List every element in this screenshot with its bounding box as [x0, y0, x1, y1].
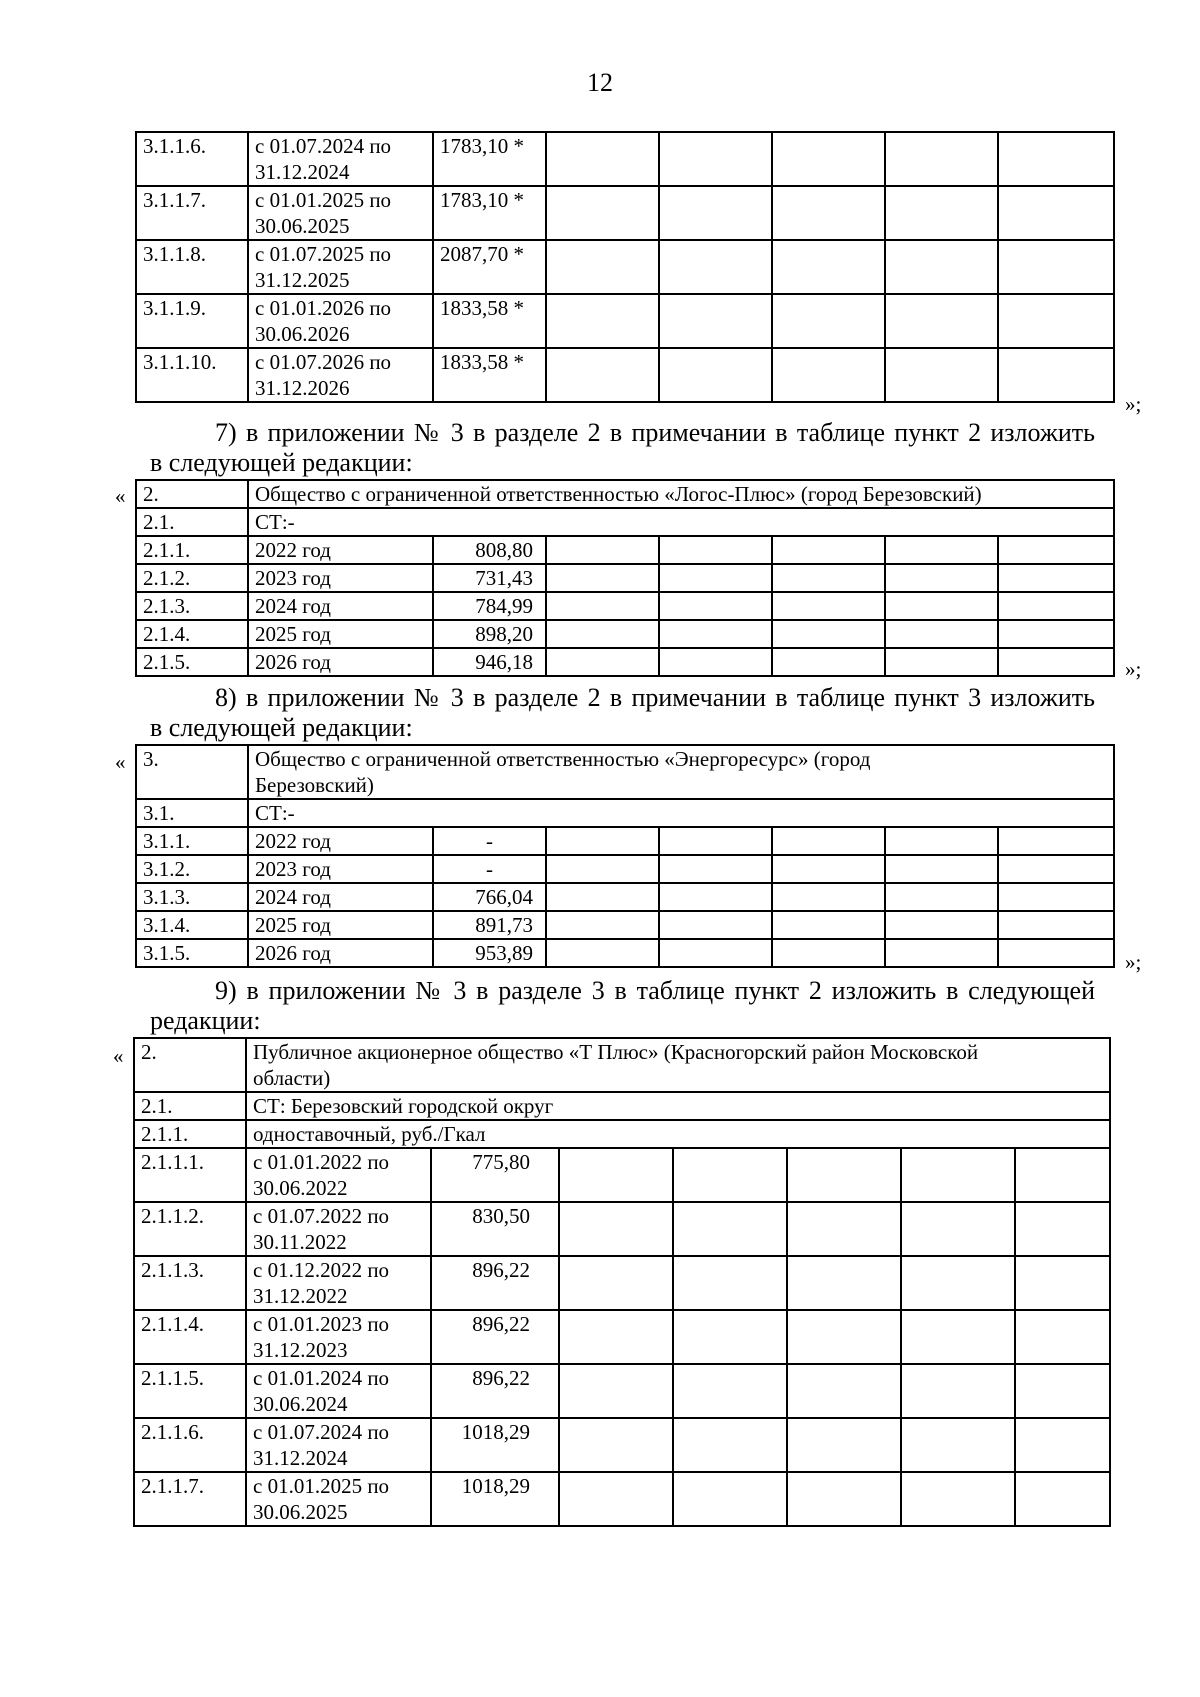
- period-start: с 01.07.2025 по: [255, 242, 392, 266]
- system-label: СТ:-: [248, 799, 1114, 827]
- empty-cell: [885, 132, 998, 186]
- tariff-value: 2087,70 *: [433, 240, 546, 294]
- empty-cell: [772, 294, 885, 348]
- empty-cell: [1015, 1202, 1110, 1256]
- table-row: [136, 939, 1114, 967]
- tariff-value: 808,80: [433, 536, 546, 564]
- period-start: с 01.01.2024 по: [253, 1366, 390, 1390]
- empty-cell: [787, 1418, 901, 1472]
- table-row: [136, 564, 1114, 592]
- item-number: 2.1.3.: [136, 592, 248, 620]
- table-row: [136, 508, 1114, 536]
- period-end: 31.12.2022: [253, 1284, 348, 1308]
- tariff-value: 896,22: [431, 1256, 559, 1310]
- period-end: 31.12.2023: [253, 1338, 348, 1362]
- item-number: 2.: [134, 1038, 246, 1092]
- empty-cell: [885, 294, 998, 348]
- empty-cell: [673, 1202, 787, 1256]
- logos-plus-table: [135, 479, 1115, 677]
- empty-cell: [546, 240, 659, 294]
- empty-cell: [885, 564, 998, 592]
- organization-name-line1: Публичное акционерное общество «Т Плюс» (Красногорский район Московской: [253, 1040, 979, 1064]
- tariff-value: 1783,10 *: [433, 132, 546, 186]
- empty-cell: [787, 1148, 901, 1202]
- empty-cell: [659, 883, 772, 911]
- period-end: 31.12.2024: [253, 1446, 348, 1470]
- empty-cell: [659, 240, 772, 294]
- empty-cell: [885, 592, 998, 620]
- period-end: 30.06.2025: [253, 1500, 348, 1524]
- year-cell: 2025 год: [248, 911, 433, 939]
- organization-name-line2: области): [253, 1066, 331, 1090]
- empty-cell: [901, 1310, 1015, 1364]
- empty-cell: [772, 939, 885, 967]
- empty-cell: [673, 1148, 787, 1202]
- empty-cell: [546, 855, 659, 883]
- tariff-value: 898,20: [433, 620, 546, 648]
- tariff-value: 784,99: [433, 592, 546, 620]
- empty-cell: [559, 1148, 673, 1202]
- empty-cell: [673, 1256, 787, 1310]
- year-cell: 2024 год: [248, 883, 433, 911]
- empty-cell: [659, 564, 772, 592]
- empty-cell: [787, 1202, 901, 1256]
- empty-cell: [998, 186, 1114, 240]
- empty-cell: [772, 186, 885, 240]
- period-end: 30.06.2026: [255, 322, 350, 346]
- item-number: 3.1.1.9.: [136, 294, 248, 348]
- year-cell: 2022 год: [248, 827, 433, 855]
- empty-cell: [885, 883, 998, 911]
- empty-cell: [998, 648, 1114, 676]
- table-row: [136, 240, 1114, 294]
- period-cell: [248, 294, 433, 348]
- item-number: 2.1.1.6.: [134, 1418, 246, 1472]
- tariff-value: 1833,58 *: [433, 294, 546, 348]
- closing-quote: »;: [1125, 950, 1142, 974]
- item-number: 2.1.1.1.: [134, 1148, 246, 1202]
- period-end: 30.11.2022: [253, 1230, 347, 1254]
- period-cell: [246, 1256, 431, 1310]
- tariff-table-continuation: [135, 131, 1115, 403]
- item-number: 3.: [136, 745, 248, 799]
- table-row: [136, 480, 1114, 508]
- empty-cell: [772, 911, 885, 939]
- table-row: [134, 1148, 1110, 1202]
- empty-cell: [772, 240, 885, 294]
- year-cell: 2023 год: [248, 855, 433, 883]
- item-number: 3.1.1.10.: [136, 348, 248, 402]
- item-number: 3.1.1.: [136, 827, 248, 855]
- period-end: 30.06.2024: [253, 1392, 348, 1416]
- empty-cell: [1015, 1418, 1110, 1472]
- table-row: [136, 592, 1114, 620]
- period-end: 30.06.2025: [255, 214, 350, 238]
- empty-cell: [998, 855, 1114, 883]
- period-cell: [248, 186, 433, 240]
- empty-cell: [772, 883, 885, 911]
- period-start: с 01.01.2025 по: [253, 1474, 390, 1498]
- opening-quote: «: [115, 484, 126, 508]
- table-row: [136, 745, 1114, 799]
- empty-cell: [998, 132, 1114, 186]
- paragraph-8: [150, 683, 1160, 745]
- table-row: [136, 799, 1114, 827]
- empty-cell: [772, 592, 885, 620]
- empty-cell: [546, 564, 659, 592]
- empty-cell: [659, 348, 772, 402]
- item-number: 2.1.1.: [134, 1120, 246, 1148]
- item-number: 2.1.5.: [136, 648, 248, 676]
- empty-cell: [659, 939, 772, 967]
- empty-cell: [659, 911, 772, 939]
- empty-cell: [885, 855, 998, 883]
- tariff-value: 1833,58 *: [433, 348, 546, 402]
- tariff-value: 1018,29: [431, 1472, 559, 1526]
- empty-cell: [998, 240, 1114, 294]
- period-cell: [246, 1148, 431, 1202]
- empty-cell: [772, 827, 885, 855]
- period-end: 31.12.2026: [255, 376, 350, 400]
- energoresurs-table: [135, 744, 1115, 968]
- paragraph-7-line1: 7) в приложении № 3 в разделе 2 в примечании в таблице пункт 2 изложить: [215, 418, 1095, 447]
- organization-name: [248, 745, 1114, 799]
- empty-cell: [559, 1418, 673, 1472]
- empty-cell: [998, 883, 1114, 911]
- table-row: [134, 1092, 1110, 1120]
- table-row: [134, 1256, 1110, 1310]
- item-number: 3.1.1.8.: [136, 240, 248, 294]
- empty-cell: [659, 186, 772, 240]
- empty-cell: [673, 1472, 787, 1526]
- period-start: с 01.01.2022 по: [253, 1150, 390, 1174]
- item-number: 3.1.2.: [136, 855, 248, 883]
- paragraph-9-line1: 9) в приложении № 3 в разделе 3 в таблице пункт 2 изложить в следующей: [215, 976, 1095, 1005]
- year-cell: 2024 год: [248, 592, 433, 620]
- page-number: 12: [587, 68, 613, 97]
- period-cell: [246, 1364, 431, 1418]
- tariff-value: -: [433, 827, 546, 855]
- organization-name-line1: Общество с ограниченной ответственностью «Энергоресурс» (город: [255, 747, 871, 771]
- period-start: с 01.01.2026 по: [255, 296, 392, 320]
- paragraph-8-line2: в следующей редакции:: [150, 713, 413, 742]
- empty-cell: [998, 536, 1114, 564]
- empty-cell: [673, 1310, 787, 1364]
- table-row: [136, 883, 1114, 911]
- organization-name: Общество с ограниченной ответственностью «Логос-Плюс» (город Березовский): [248, 480, 1114, 508]
- empty-cell: [998, 939, 1114, 967]
- empty-cell: [546, 911, 659, 939]
- empty-cell: [885, 911, 998, 939]
- empty-cell: [787, 1256, 901, 1310]
- table-row: [134, 1310, 1110, 1364]
- tariff-value: 891,73: [433, 911, 546, 939]
- empty-cell: [546, 294, 659, 348]
- period-end: 31.12.2024: [255, 160, 350, 184]
- period-cell: [248, 240, 433, 294]
- table-row: [134, 1364, 1110, 1418]
- table-row: [136, 620, 1114, 648]
- empty-cell: [546, 939, 659, 967]
- year-cell: 2022 год: [248, 536, 433, 564]
- item-number: 2.1.1.3.: [134, 1256, 246, 1310]
- table-row: [136, 827, 1114, 855]
- period-start: с 01.01.2025 по: [255, 188, 392, 212]
- empty-cell: [673, 1418, 787, 1472]
- table-row: [134, 1472, 1110, 1526]
- empty-cell: [998, 620, 1114, 648]
- paragraph-7: [150, 418, 1160, 480]
- empty-cell: [559, 1256, 673, 1310]
- empty-cell: [1015, 1148, 1110, 1202]
- empty-cell: [998, 564, 1114, 592]
- period-cell: [246, 1310, 431, 1364]
- year-cell: 2026 год: [248, 648, 433, 676]
- empty-cell: [998, 827, 1114, 855]
- empty-cell: [659, 620, 772, 648]
- period-start: с 01.07.2024 по: [253, 1420, 390, 1444]
- empty-cell: [772, 536, 885, 564]
- empty-cell: [901, 1364, 1015, 1418]
- period-end: 30.06.2022: [253, 1176, 348, 1200]
- closing-quote: »;: [1125, 392, 1142, 416]
- organization-name-line2: Березовский): [255, 773, 374, 797]
- period-cell: [248, 348, 433, 402]
- empty-cell: [885, 620, 998, 648]
- period-cell: [246, 1418, 431, 1472]
- item-number: 3.1.5.: [136, 939, 248, 967]
- empty-cell: [885, 186, 998, 240]
- empty-cell: [1015, 1472, 1110, 1526]
- empty-cell: [998, 294, 1114, 348]
- empty-cell: [1015, 1256, 1110, 1310]
- empty-cell: [998, 592, 1114, 620]
- year-cell: 2023 год: [248, 564, 433, 592]
- tariff-value: 1018,29: [431, 1418, 559, 1472]
- empty-cell: [885, 939, 998, 967]
- empty-cell: [659, 827, 772, 855]
- empty-cell: [787, 1364, 901, 1418]
- tariff-value: 946,18: [433, 648, 546, 676]
- empty-cell: [772, 648, 885, 676]
- empty-cell: [546, 186, 659, 240]
- paragraph-9-line2: редакции:: [150, 1006, 261, 1035]
- empty-cell: [772, 855, 885, 883]
- item-number: 2.1.1.5.: [134, 1364, 246, 1418]
- table-row: [136, 348, 1114, 402]
- empty-cell: [787, 1310, 901, 1364]
- period-start: с 01.07.2026 по: [255, 350, 392, 374]
- table-row: [136, 186, 1114, 240]
- empty-cell: [998, 348, 1114, 402]
- empty-cell: [659, 592, 772, 620]
- empty-cell: [901, 1148, 1015, 1202]
- empty-cell: [1015, 1364, 1110, 1418]
- item-number: 3.1.1.6.: [136, 132, 248, 186]
- table-row: [136, 536, 1114, 564]
- empty-cell: [659, 648, 772, 676]
- item-number: 3.1.4.: [136, 911, 248, 939]
- empty-cell: [885, 348, 998, 402]
- empty-cell: [901, 1256, 1015, 1310]
- system-label: СТ: Березовский городской округ: [246, 1092, 1110, 1120]
- tariff-value: 896,22: [431, 1310, 559, 1364]
- empty-cell: [559, 1310, 673, 1364]
- period-end: 31.12.2025: [255, 268, 350, 292]
- period-start: с 01.01.2023 по: [253, 1312, 390, 1336]
- opening-quote: «: [115, 750, 126, 774]
- empty-cell: [998, 911, 1114, 939]
- item-number: 2.1.: [136, 508, 248, 536]
- table-row: [134, 1202, 1110, 1256]
- tariff-value: 830,50: [431, 1202, 559, 1256]
- system-label: СТ:-: [248, 508, 1114, 536]
- year-cell: 2026 год: [248, 939, 433, 967]
- period-cell: [246, 1472, 431, 1526]
- empty-cell: [901, 1418, 1015, 1472]
- empty-cell: [885, 240, 998, 294]
- tariff-value: 775,80: [431, 1148, 559, 1202]
- empty-cell: [559, 1472, 673, 1526]
- tariff-value: 953,89: [433, 939, 546, 967]
- table-row: [136, 855, 1114, 883]
- opening-quote: «: [113, 1044, 124, 1068]
- closing-quote: »;: [1125, 657, 1142, 681]
- empty-cell: [546, 348, 659, 402]
- empty-cell: [546, 132, 659, 186]
- table-row: [136, 294, 1114, 348]
- empty-cell: [885, 827, 998, 855]
- table-row: [134, 1038, 1110, 1092]
- table-row: [134, 1120, 1110, 1148]
- item-number: 2.1.1.4.: [134, 1310, 246, 1364]
- period-start: с 01.07.2022 по: [253, 1204, 390, 1228]
- empty-cell: [546, 883, 659, 911]
- item-number: 2.1.2.: [136, 564, 248, 592]
- empty-cell: [673, 1364, 787, 1418]
- item-number: 3.1.3.: [136, 883, 248, 911]
- empty-cell: [559, 1202, 673, 1256]
- period-start: с 01.12.2022 по: [253, 1258, 390, 1282]
- empty-cell: [885, 536, 998, 564]
- empty-cell: [901, 1472, 1015, 1526]
- empty-cell: [546, 648, 659, 676]
- empty-cell: [546, 536, 659, 564]
- item-number: 2.1.4.: [136, 620, 248, 648]
- empty-cell: [546, 592, 659, 620]
- empty-cell: [659, 855, 772, 883]
- empty-cell: [772, 132, 885, 186]
- item-number: 2.1.: [134, 1092, 246, 1120]
- paragraph-7-line2: в следующей редакции:: [150, 448, 413, 477]
- empty-cell: [659, 294, 772, 348]
- tariff-value: -: [433, 855, 546, 883]
- empty-cell: [559, 1364, 673, 1418]
- t-plus-table: [133, 1037, 1111, 1527]
- empty-cell: [659, 536, 772, 564]
- tariff-value: 896,22: [431, 1364, 559, 1418]
- empty-cell: [901, 1202, 1015, 1256]
- item-number: 3.1.: [136, 799, 248, 827]
- empty-cell: [659, 132, 772, 186]
- empty-cell: [772, 564, 885, 592]
- paragraph-9: [150, 976, 1160, 1038]
- item-number: 2.: [136, 480, 248, 508]
- tariff-value: 1783,10 *: [433, 186, 546, 240]
- paragraph-8-line1: 8) в приложении № 3 в разделе 2 в примечании в таблице пункт 3 изложить: [215, 683, 1095, 712]
- period-start: с 01.07.2024 по: [255, 134, 392, 158]
- empty-cell: [787, 1472, 901, 1526]
- empty-cell: [546, 620, 659, 648]
- empty-cell: [772, 620, 885, 648]
- table-row: [136, 132, 1114, 186]
- period-cell: [248, 132, 433, 186]
- item-number: 2.1.1.7.: [134, 1472, 246, 1526]
- tariff-type-label: одноставочный, руб./Гкал: [246, 1120, 1110, 1148]
- organization-name: [246, 1038, 1110, 1092]
- table-row: [134, 1418, 1110, 1472]
- empty-cell: [772, 348, 885, 402]
- period-cell: [246, 1202, 431, 1256]
- item-number: 3.1.1.7.: [136, 186, 248, 240]
- empty-cell: [1015, 1310, 1110, 1364]
- empty-cell: [546, 827, 659, 855]
- item-number: 2.1.1.2.: [134, 1202, 246, 1256]
- item-number: 2.1.1.: [136, 536, 248, 564]
- table-row: [136, 648, 1114, 676]
- tariff-value: 766,04: [433, 883, 546, 911]
- year-cell: 2025 год: [248, 620, 433, 648]
- table-row: [136, 911, 1114, 939]
- empty-cell: [885, 648, 998, 676]
- tariff-value: 731,43: [433, 564, 546, 592]
